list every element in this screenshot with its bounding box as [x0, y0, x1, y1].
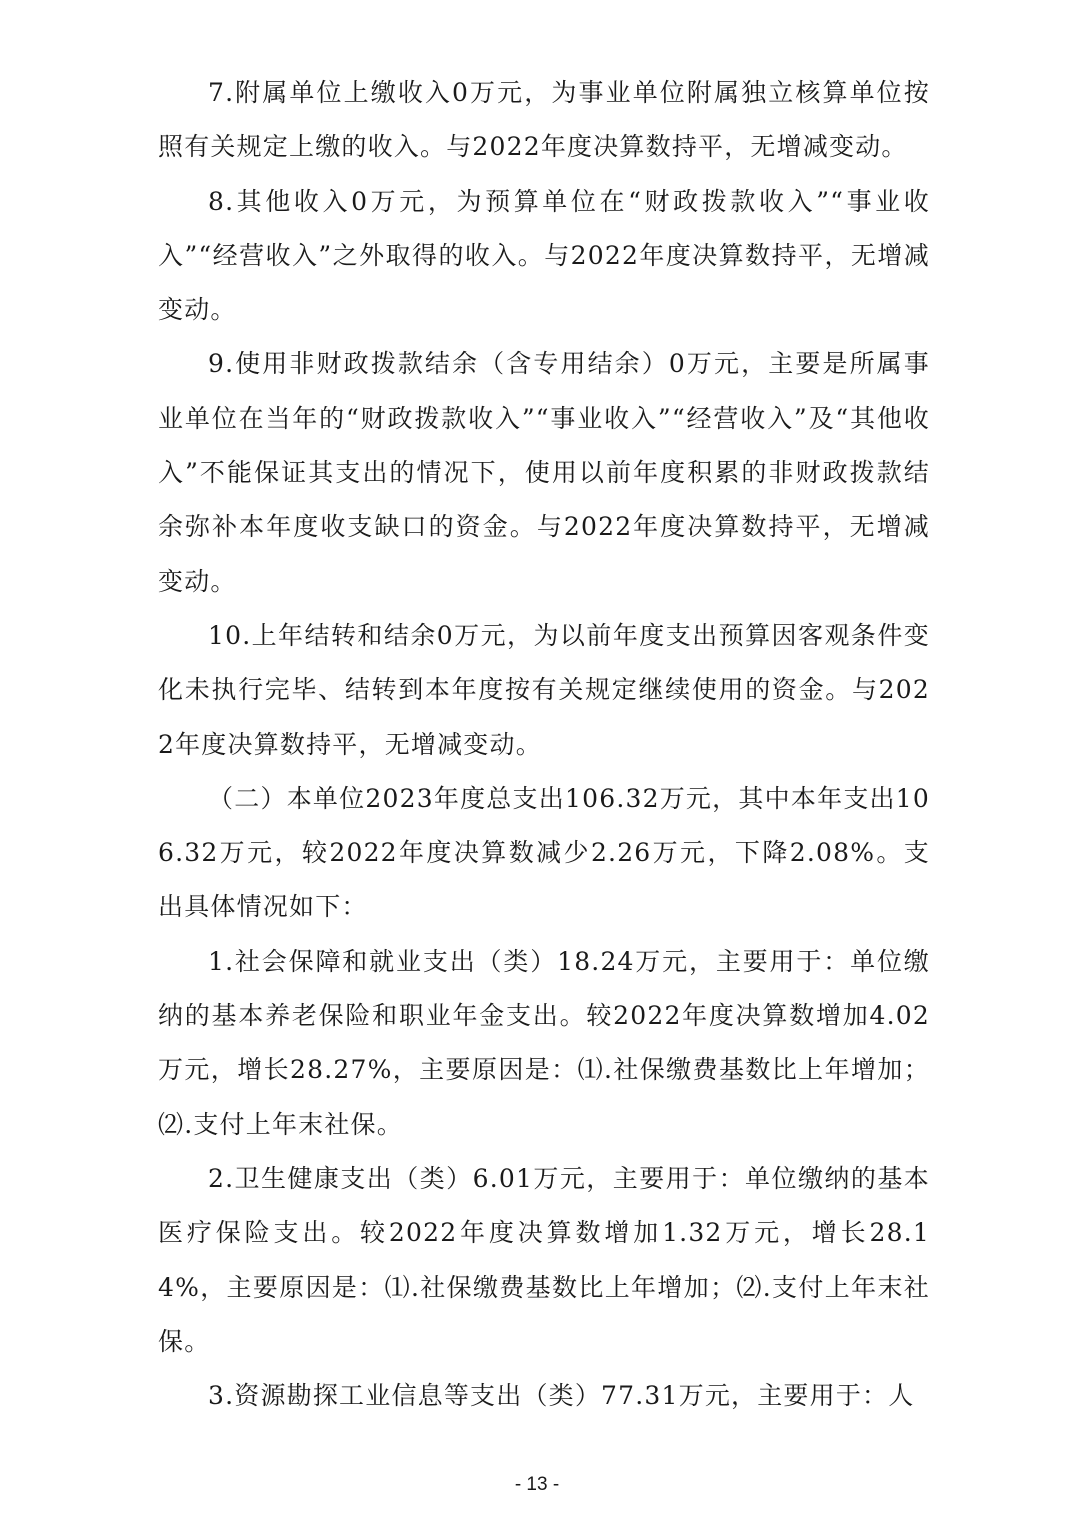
- paragraph-subsidiary-income: 7.附属单位上缴收入0万元，为事业单位附属独立核算单位按照有关规定上缴的收入。与2022年度决算数持平，无增减变动。: [158, 78, 930, 162]
- paragraph-social-security: 1.社会保障和就业支出（类）18.24万元，主要用于：单位缴纳的基本养老保险和职业年金支出。较2022年度决算数增加4.02万元，增长28.27%，主要原因是：⑴.社保缴费基数比上年增加；⑵.支付上年末社保。: [158, 946, 930, 1139]
- paragraph-health: 2.卫生健康支出（类）6.01万元，主要用于：单位缴纳的基本医疗保险支出。较2022年度决算数增加1.32万元，增长28.14%，主要原因是：⑴.社保缴费基数比上年增加；⑵.支付上年末社保。: [158, 1163, 930, 1356]
- paragraph-resource-exploration: 3.资源勘探工业信息等支出（类）77.31万元，主要用于：人: [208, 1381, 915, 1411]
- document-body: [158, 66, 930, 1423]
- page-number: - 13 -: [514, 1474, 560, 1495]
- paragraph-other-income: 8.其他收入0万元，为预算单位在“财政拨款收入”“事业收入”“经营收入”之外取得的收入。与2022年度决算数持平，无增减变动。: [158, 186, 930, 325]
- paragraph-total-expenditure: （二）本单位2023年度总支出106.32万元，其中本年支出106.32万元，较2022年度决算数减少2.26万元，下降2.08%。支出具体情况如下：: [158, 783, 930, 922]
- paragraph-non-fiscal-surplus: 9.使用非财政拨款结余（含专用结余）0万元，主要是所属事业单位在当年的“财政拨款收入”“事业收入”“经营收入”及“其他收入”不能保证其支出的情况下，使用以前年度积累的非财政拨款结余弥补本年度收支缺口的资金。与2022年度决算数持平，无增减变动。: [158, 349, 930, 596]
- paragraph-carryover: 10.上年结转和结余0万元，为以前年度支出预算因客观条件变化未执行完毕、结转到本年度按有关规定继续使用的资金。与2022年度决算数持平，无增减变动。: [158, 620, 930, 759]
